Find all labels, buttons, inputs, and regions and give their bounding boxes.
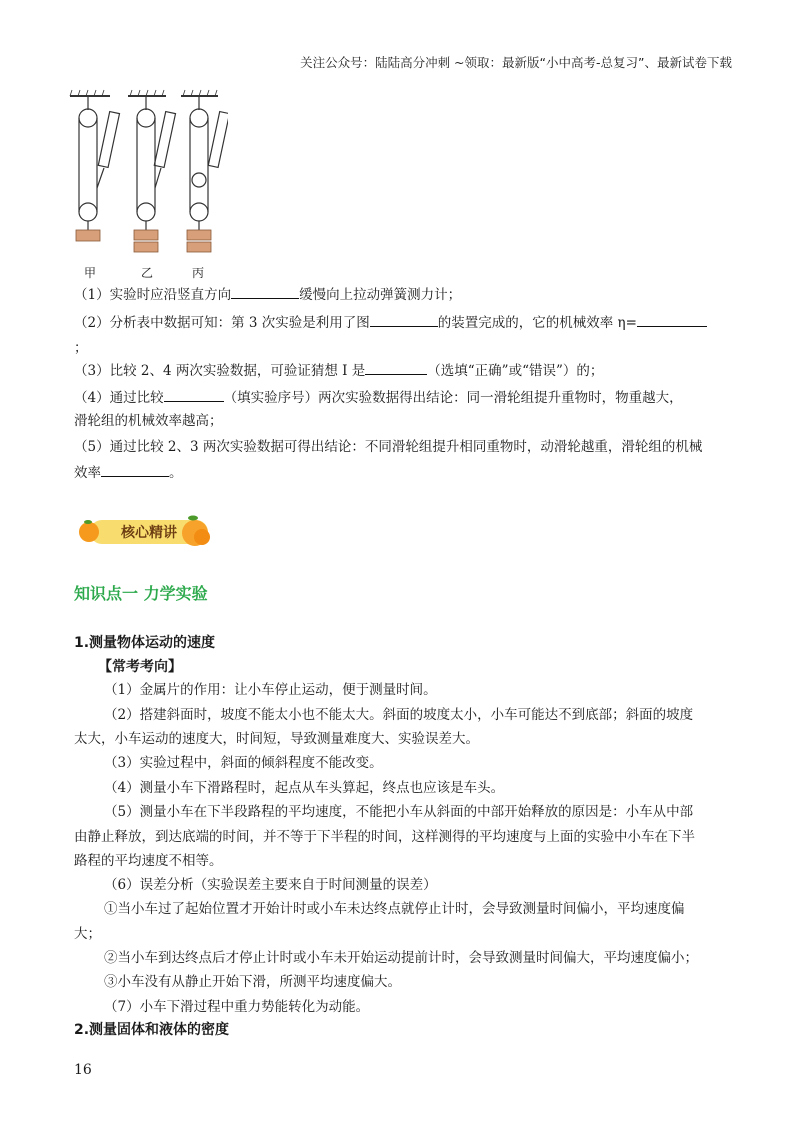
topic1-item: （1）金属片的作用：让小车停止运动，便于测量时间。	[104, 682, 437, 698]
question-4: （4）通过比较 （填实验序号）两次实验数据得出结论：同一滑轮组提升重物时，物重越大，	[74, 387, 683, 408]
question-5-line2: 效率 。	[74, 462, 183, 483]
question-3: （3）比较 2、4 两次实验数据，可验证猜想 I 是 （选填“正确”或“错误”）的；	[74, 360, 603, 381]
topic1-item: （6）误差分析（实验误差主要来自于时间测量的误差）	[104, 877, 437, 893]
banner-title: 核心精讲	[121, 525, 177, 541]
question-5: （5）通过比较 2、3 两次实验数据可得出结论：不同滑轮组提升相同重物时，动滑轮越重，滑轮组的机械	[74, 439, 703, 455]
figure-label-yi: 乙	[141, 266, 154, 280]
topic1-title: 1.测量物体运动的速度	[74, 635, 216, 651]
topic1-item: （2）搭建斜面时，坡度不能太小也不能太大。斜面的坡度太小，小车可能达不到底部；斜面的坡度	[104, 707, 694, 723]
topic1-item: 路程的平均速度不相等。	[74, 853, 223, 869]
topic1-item: 由静止释放，到达底端的时间，并不等于下半程的时间，这样测得的平均速度与上面的实验中小车在下半	[74, 829, 695, 845]
figure-label-jia: 甲	[84, 266, 97, 280]
topic1-item: （4）测量小车下滑路程时，起点从车头算起，终点也应该是车头。	[104, 780, 505, 796]
pulley-figure	[68, 88, 228, 278]
answer-blank[interactable]	[164, 387, 224, 402]
page-number: 16	[74, 1062, 92, 1078]
topic1-item: ②当小车到达终点后才停止计时或小车未开始运动提前计时，会导致测量时间偏大，平均速度偏小；	[104, 950, 698, 966]
core-banner	[74, 508, 214, 554]
question-1: （1）实验时应沿竖直方向 缓慢向上拉动弹簧测力计；	[74, 284, 461, 305]
topic1-item: ③小车没有从静止开始下滑，所测平均速度偏大。	[104, 974, 401, 990]
answer-blank[interactable]	[637, 312, 707, 327]
answer-blank[interactable]	[101, 462, 169, 477]
question-2-tail: ；	[74, 340, 88, 356]
topic1-item: （3）实验过程中，斜面的倾斜程度不能改变。	[104, 755, 383, 771]
topic1-item: ①当小车过了起始位置才开始计时或小车未达终点就停止计时，会导致测量时间偏小，平均速度偏	[104, 901, 685, 917]
topic1-item: （5）测量小车在下半段路程的平均速度，不能把小车从斜面的中部开始释放的原因是：小车从中部	[104, 804, 694, 820]
section-title: 知识点一 力学实验	[74, 584, 208, 603]
topic1-item: （7）小车下滑过程中重力势能转化为动能。	[104, 999, 370, 1015]
answer-blank[interactable]	[365, 360, 427, 375]
topic1-item: 大；	[74, 926, 101, 942]
topic2-title: 2.测量固体和液体的密度	[74, 1022, 230, 1038]
question-4-line2: 滑轮组的机械效率越高；	[74, 413, 223, 429]
page-header: 关注公众号：陆陆高分冲刺 ~领取：最新版“小中高考-总复习”、最新试卷下载	[300, 55, 732, 70]
question-2: （2）分析表中数据可知：第 3 次实验是利用了图 的装置完成的，它的机械效率 η=	[74, 312, 707, 333]
answer-blank[interactable]	[370, 312, 438, 327]
topic1-tag: 【常考考向】	[98, 659, 182, 675]
answer-blank[interactable]	[231, 284, 299, 299]
topic1-item: 太大，小车运动的速度大，时间短，导致测量难度大、实验误差大。	[74, 731, 479, 747]
figure-label-bing: 丙	[192, 266, 205, 280]
orange-left-icon	[76, 517, 102, 543]
